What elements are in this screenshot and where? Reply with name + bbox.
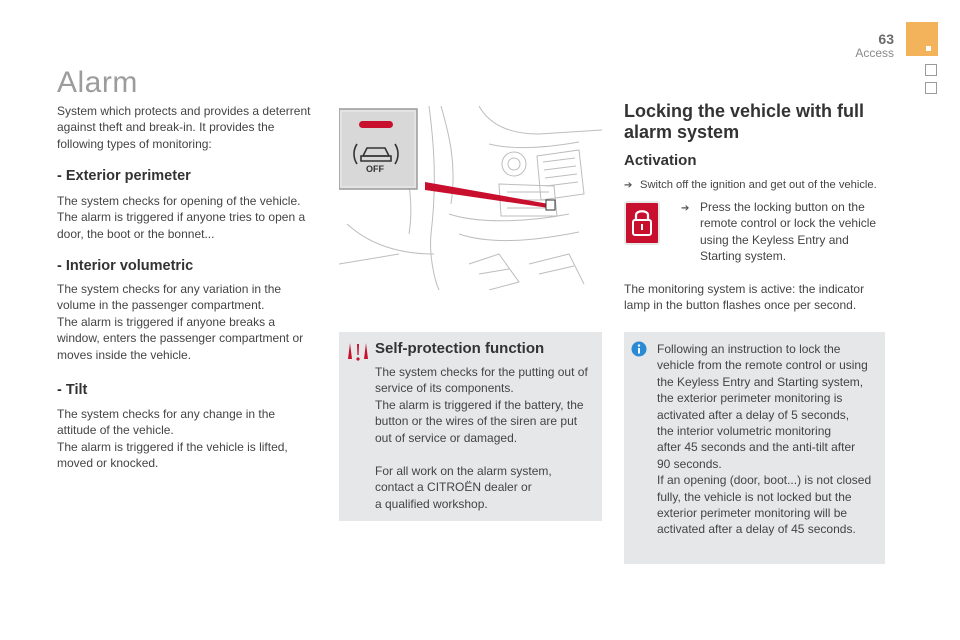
off-label: OFF	[366, 164, 384, 174]
step-press-lock: ➔ Press the locking button on the remote control or lock the vehicle using the Keyless Entry and Starting system.	[681, 200, 877, 264]
exterior-text: The system checks for opening of the vehicle. The alarm is triggered if anyone tries to open a door, the boot or the bonnet...	[57, 194, 306, 241]
info-icon	[631, 341, 647, 357]
info-text: Following an instruction to lock the vehicle from the remote control or using the Keyless Entry and Starting system, the exterior perimeter monitoring is activated after a delay of 5 seconds, the interior volumetric monitoring after 45 seconds and the anti-tilt after 90 seconds. If an opening (door, boot...) is not closed fully, the vehicle is not locked but the exterior perimeter monitoring will be activated after a delay of 45 seconds.	[657, 342, 872, 537]
section-tab[interactable]	[925, 82, 937, 94]
interior-heading: - Interior volumetric	[57, 258, 194, 274]
tilt-heading: - Tilt	[57, 382, 88, 398]
dealer-text: For all work on the alarm system, contact a CITROËN dealer or a qualified workshop.	[375, 464, 552, 511]
arrow-bullet-icon: ➔	[624, 180, 633, 191]
intro-text: System which protects and provides a deterrent against theft and break-in. It provides the following types of monitoring:	[57, 104, 311, 151]
page-title: Alarm	[57, 66, 138, 99]
dashboard-drawing	[339, 104, 602, 290]
self-protection-heading: Self-protection function	[375, 340, 545, 357]
padlock-icon	[626, 203, 658, 243]
self-protection-text: The system checks for the putting out of service of its components. The alarm is triggered if the battery, the button or the wires of the siren are put out of service or damaged.	[375, 365, 588, 445]
section-tab[interactable]	[925, 64, 937, 76]
exterior-heading: - Exterior perimeter	[57, 168, 191, 184]
page-number: 63	[878, 31, 894, 47]
section-name: Access	[855, 46, 894, 60]
lock-button-icon	[624, 201, 660, 245]
section-tab-active[interactable]	[906, 22, 938, 56]
arrow-bullet-icon: ➔	[681, 203, 690, 214]
dashboard-illustration	[339, 104, 602, 290]
locking-heading: Locking the vehicle with full alarm system	[624, 101, 865, 142]
tilt-text: The system checks for any change in the attitude of the vehicle. The alarm is triggered if the vehicle is lifted, moved or knocked.	[57, 407, 288, 471]
step-switch-off: ➔ Switch off the ignition and get out of the vehicle.	[624, 177, 894, 194]
monitoring-text: The monitoring system is active: the indicator lamp in the button flashes once per second.	[624, 282, 865, 313]
interior-text: The system checks for any variation in the volume in the passenger compartment. The alarm is triggered if anyone breaks a window, enters the passenger compartment or moves inside the vehicle.	[57, 282, 304, 362]
activation-heading: Activation	[624, 152, 697, 169]
warning-icon	[346, 341, 370, 363]
